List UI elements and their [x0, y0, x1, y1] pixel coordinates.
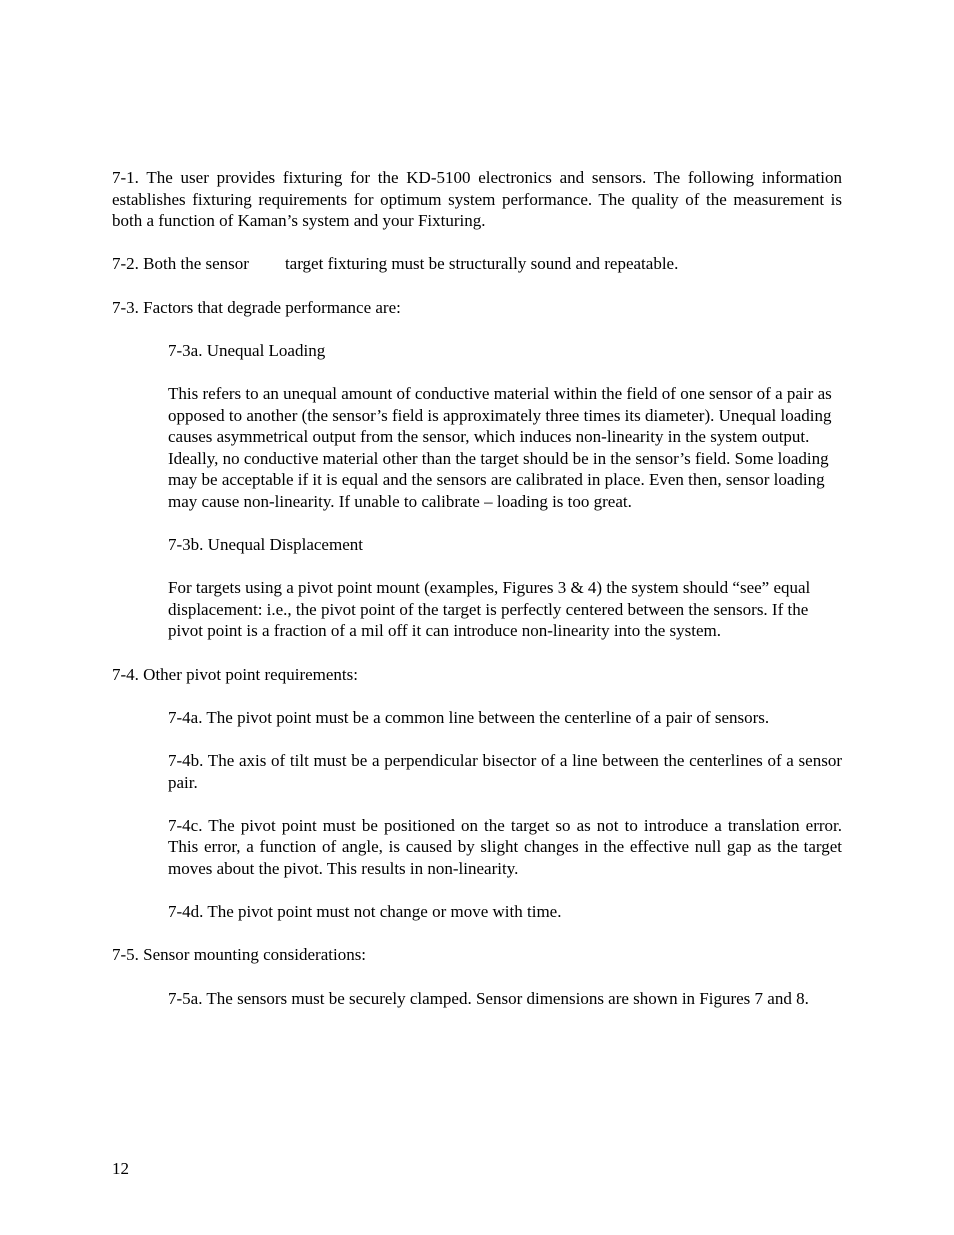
page-number: 12 — [112, 1159, 129, 1178]
paragraph-7-5a: 7-5a. The sensors must be securely clamped. Sensor dimensions are shown in Figures 7 and 8. — [168, 988, 809, 1008]
paragraph-7-3: 7-3. Factors that degrade performance are: — [112, 297, 401, 317]
paragraph-7-4c: 7-4c. The pivot point must be positioned on the target so as not to introduce a translation error. This error, a function of angle, is caused by slight changes in the effective null gap as the target moves about the pivot. This results in non-linearity. — [168, 815, 842, 878]
paragraph-7-3a-body: This refers to an unequal amount of conductive material within the field of one sensor of a pair as opposed to another (the sensor’s field is approximately three times its diameter). Unequal loading causes asymmetrical output from the sensor, which induces non-linearity in the system output. Ideally, no conductive material other than the target should be in the sensor’s field. Some loading may be acceptable if it is equal and the sensors are calibrated in place. Even then, sensor loading may cause non-linearity. If unable to calibrate – loading is too great. — [168, 383, 832, 511]
page-body — [112, 167, 842, 1031]
paragraph-7-4: 7-4. Other pivot point requirements: — [112, 664, 358, 684]
paragraph-7-2 — [112, 253, 842, 275]
heading-7-3b: 7-3b. Unequal Displacement — [168, 535, 363, 555]
paragraph-7-4d: 7-4d. The pivot point must not change or move with time. — [168, 902, 562, 922]
paragraph-7-1: 7-1. The user provides fixturing for the KD-5100 electronics and sensors. The following information establishes fixturing requirements for optimum system performance. The quality of the measurement is both a function of Kaman’s system and your Fixturing. — [112, 168, 842, 231]
paragraph-7-4b: 7-4b. The axis of tilt must be a perpendicular bisector of a line between the centerlines of a sensor pair. — [168, 751, 842, 792]
paragraph-7-4a: 7-4a. The pivot point must be a common line between the centerline of a pair of sensors. — [168, 707, 770, 727]
paragraph-7-5: 7-5. Sensor mounting considerations: — [112, 945, 367, 965]
paragraph-7-2-start: 7-2. Both the sensor — [112, 254, 249, 274]
paragraph-7-3b-body: For targets using a pivot point mount (examples, Figures 3 & 4) the system should “see” equal displacement: i.e., the pivot point of the target is perfectly centered between the sensors. If the pivot point is a fraction of a mil off it can introduce non-linearity into the system. — [168, 578, 811, 641]
paragraph-7-2-end: target fixturing must be structurally sound and repeatable. — [284, 254, 679, 274]
heading-7-3a: 7-3a. Unequal Loading — [168, 340, 326, 360]
